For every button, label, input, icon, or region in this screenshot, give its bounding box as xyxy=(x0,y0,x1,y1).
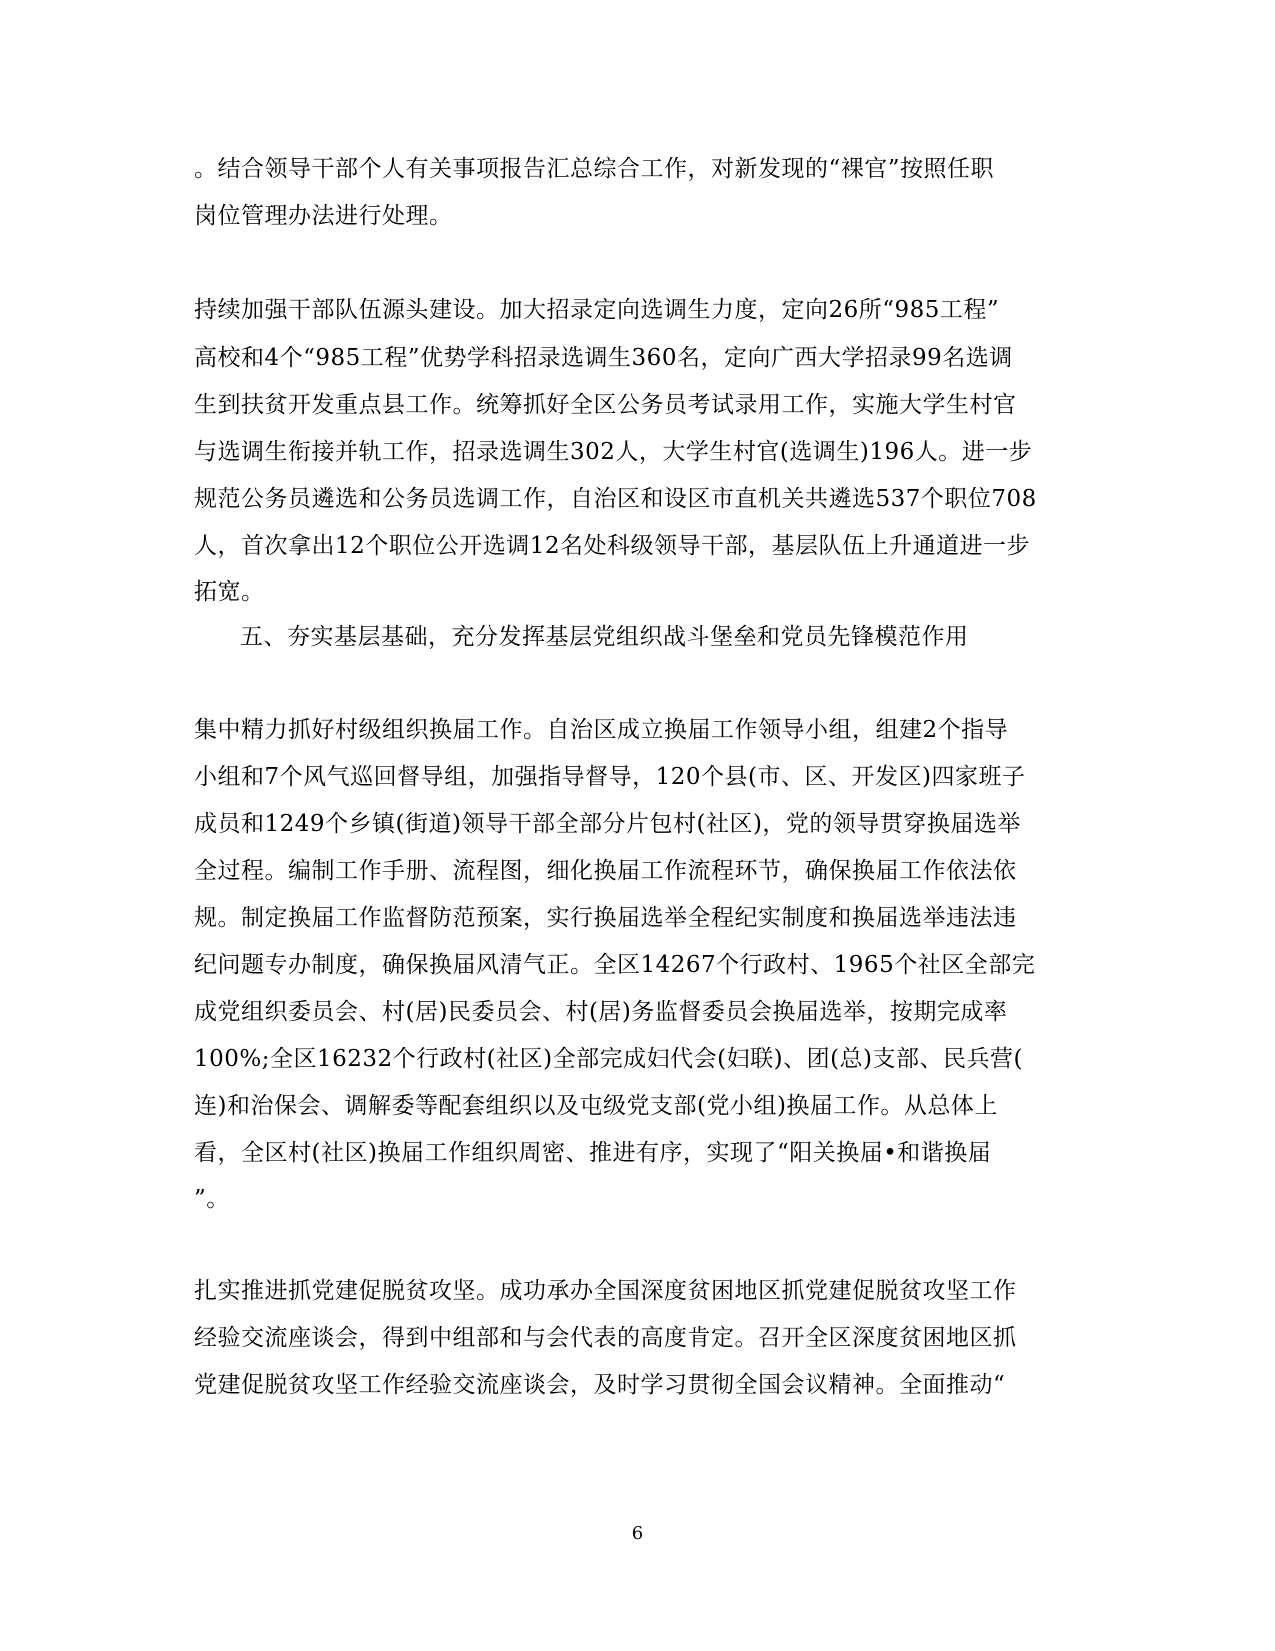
paragraph-4-line-3: 党建促脱贫攻坚工作经验交流座谈会，及时学习贯彻全国会议精神。全面推动“ xyxy=(194,1372,1006,1398)
page-number: 6 xyxy=(631,1523,644,1544)
paragraph-3-line-3: 成员和1249个乡镇(街道)领导干部全部分片包村(社区)，党的领导贯穿换届选举 xyxy=(194,811,1021,837)
paragraph-2-line-2: 高校和4个“985工程”优势学科招录选调生360名，定向广西大学招录99名选调 xyxy=(194,345,1013,371)
paragraph-3-line-6: 纪问题专办制度，确保换届风清气正。全区14267个行政村、1965个社区全部完 xyxy=(194,952,1036,978)
paragraph-3-line-4: 全过程。编制工作手册、流程图，细化换届工作流程环节，确保换届工作依法依 xyxy=(194,858,1017,884)
paragraph-4-line-1: 扎实推进抓党建促脱贫攻坚。成功承办全国深度贫困地区抓党建促脱贫攻坚工作 xyxy=(194,1278,1017,1304)
paragraph-1-line-2: 岗位管理办法进行处理。 xyxy=(194,203,453,229)
section-heading-5: 五、夯实基层基础，充分发挥基层党组织战斗堡垒和党员先锋模范作用 xyxy=(240,624,969,650)
paragraph-2-line-5: 规范公务员遴选和公务员选调工作，自治区和设区市直机关共遴选537个职位708 xyxy=(194,486,1037,512)
paragraph-2-line-1: 持续加强干部队伍源头建设。加大招录定向选调生力度，定向26所“985工程” xyxy=(194,297,1000,323)
paragraph-4-line-2: 经验交流座谈会，得到中组部和与会代表的高度肯定。召开全区深度贫困地区抓 xyxy=(194,1325,1017,1351)
paragraph-3-line-2: 小组和7个风气巡回督导组，加强指导督导，120个县(市、区、开发区)四家班子 xyxy=(194,764,1026,790)
paragraph-3-line-10: 看，全区村(社区)换届工作组织周密、推进有序，实现了“阳关换届•和谐换届 xyxy=(194,1140,992,1166)
paragraph-2-line-6: 人，首次拿出12个职位公开选调12名处科级领导干部，基层队伍上升通道进一步 xyxy=(194,533,1031,559)
paragraph-3-line-5: 规。制定换届工作监督防范预案，实行换届选举全程纪实制度和换届选举违法违 xyxy=(194,905,1017,931)
paragraph-2-line-7: 拓宽。 xyxy=(194,579,265,605)
paragraph-3-line-1: 集中精力抓好村级组织换届工作。自治区成立换届工作领导小组，组建2个指导 xyxy=(194,717,1009,743)
paragraph-3-line-8: 100%;全区16232个行政村(社区)全部完成妇代会(妇联)、团(总)支部、民兵营( xyxy=(194,1046,1023,1072)
paragraph-3-line-11: ”。 xyxy=(194,1186,230,1212)
paragraph-3-line-7: 成党组织委员会、村(居)民委员会、村(居)务监督委员会换届选举，按期完成率 xyxy=(194,999,1008,1025)
paragraph-2-line-4: 与选调生衔接并轨工作，招录选调生302人，大学生村官(选调生)196人。进一步 xyxy=(194,439,1033,465)
paragraph-2-line-3: 生到扶贫开发重点县工作。统筹抓好全区公务员考试录用工作，实施大学生村官 xyxy=(194,392,1017,418)
paragraph-3-line-9: 连)和治保会、调解委等配套组织以及屯级党支部(党小组)换届工作。从总体上 xyxy=(194,1093,998,1119)
paragraph-1-line-1: 。结合领导干部个人有关事项报告汇总综合工作，对新发现的“裸官”按照任职 xyxy=(194,156,995,182)
